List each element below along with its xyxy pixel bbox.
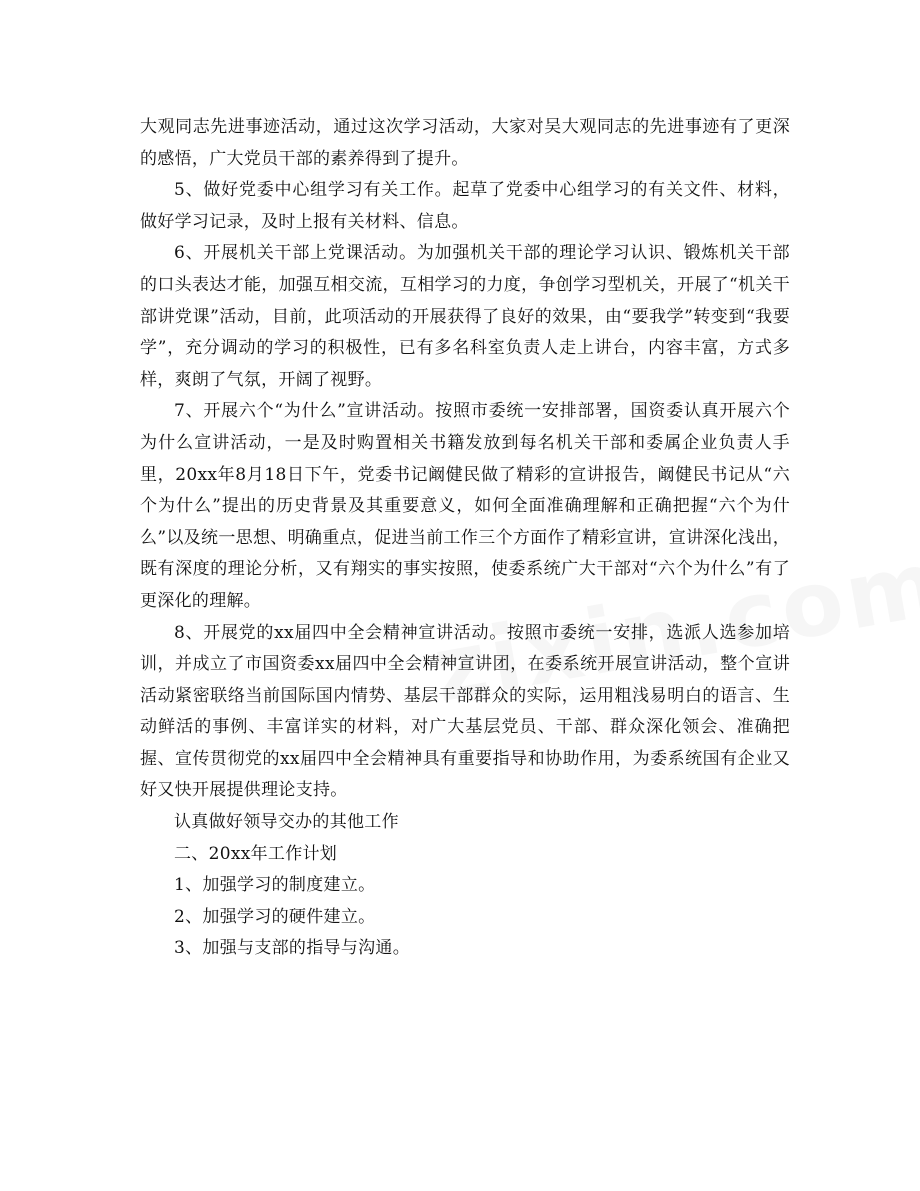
paragraph-item-8: 8、开展党的xx届四中全会精神宣讲活动。按照市委统一安排，选派人选参加培训，并成立了市国资委xx届四中全会精神宣讲团，在委系统开展宣讲活动，整个宣讲活动紧密联络当前国际国内情势、基层干部群众的实际，运用粗浅易明白的语言、生动鲜活的事例、丰富详实的材料，对广大基层党员、干部、群众深化领会、准确把握、宣传贯彻党的xx届四中全会精神具有重要指导和协助作用，为委系统国有企业又好又快开展提供理论支持。 bbox=[140, 622, 790, 801]
plan-item-1: 1、加强学习的制度建立。 bbox=[174, 875, 376, 896]
paragraph-item-5: 5、做好党委中心组学习有关工作。起草了党委中心组学习的有关文件、材料，做好学习记录，及时上报有关材料、信息。 bbox=[140, 180, 790, 232]
paragraph-other-work: 认真做好领导交办的其他工作 bbox=[174, 812, 399, 833]
paragraph-item-7: 7、开展六个“为什么”宣讲活动。按照市委统一安排部署，国资委认真开展六个为什么宣讲活动，一是及时购置相关书籍发放到每名机关干部和委属企业负责人手里，20xx年8月18日下午，党委书记阚健民做了精彩的宣讲报告，阚健民书记从“六个为什么”提出的历史背景及其重要意义，如何全面准确理解和正确把握“六个为什么”以及统一思想、明确重点，促进当前工作三个方面作了精彩宣讲，宣讲深化浅出，既有深度的理论分析，又有翔实的事实按照，使委系统广大干部对“六个为什么”有了更深化的理解。 bbox=[140, 401, 790, 611]
plan-item-3: 3、加强与支部的指导与沟通。 bbox=[174, 938, 411, 959]
document-body bbox=[140, 112, 790, 965]
paragraph-item-6: 6、开展机关干部上党课活动。为加强机关干部的理论学习认识、锻炼机关干部的口头表达才能，加强互相交流，互相学习的力度，争创学习型机关，开展了“机关干部讲党课”活动，目前，此项活动的开展获得了良好的效果，由“要我学”转变到“我要学”，充分调动的学习的积极性，已有多名科室负责人走上讲台，内容丰富，方式多样，爽朗了气氛，开阔了视野。 bbox=[140, 243, 790, 390]
plan-item-2: 2、加强学习的硬件建立。 bbox=[174, 906, 376, 927]
paragraph-continuation: 大观同志先进事迹活动，通过这次学习活动，大家对吴大观同志的先进事迹有了更深的感悟，广大党员干部的素养得到了提升。 bbox=[140, 117, 790, 169]
section-heading-plan: 二、20xx年工作计划 bbox=[174, 843, 338, 864]
